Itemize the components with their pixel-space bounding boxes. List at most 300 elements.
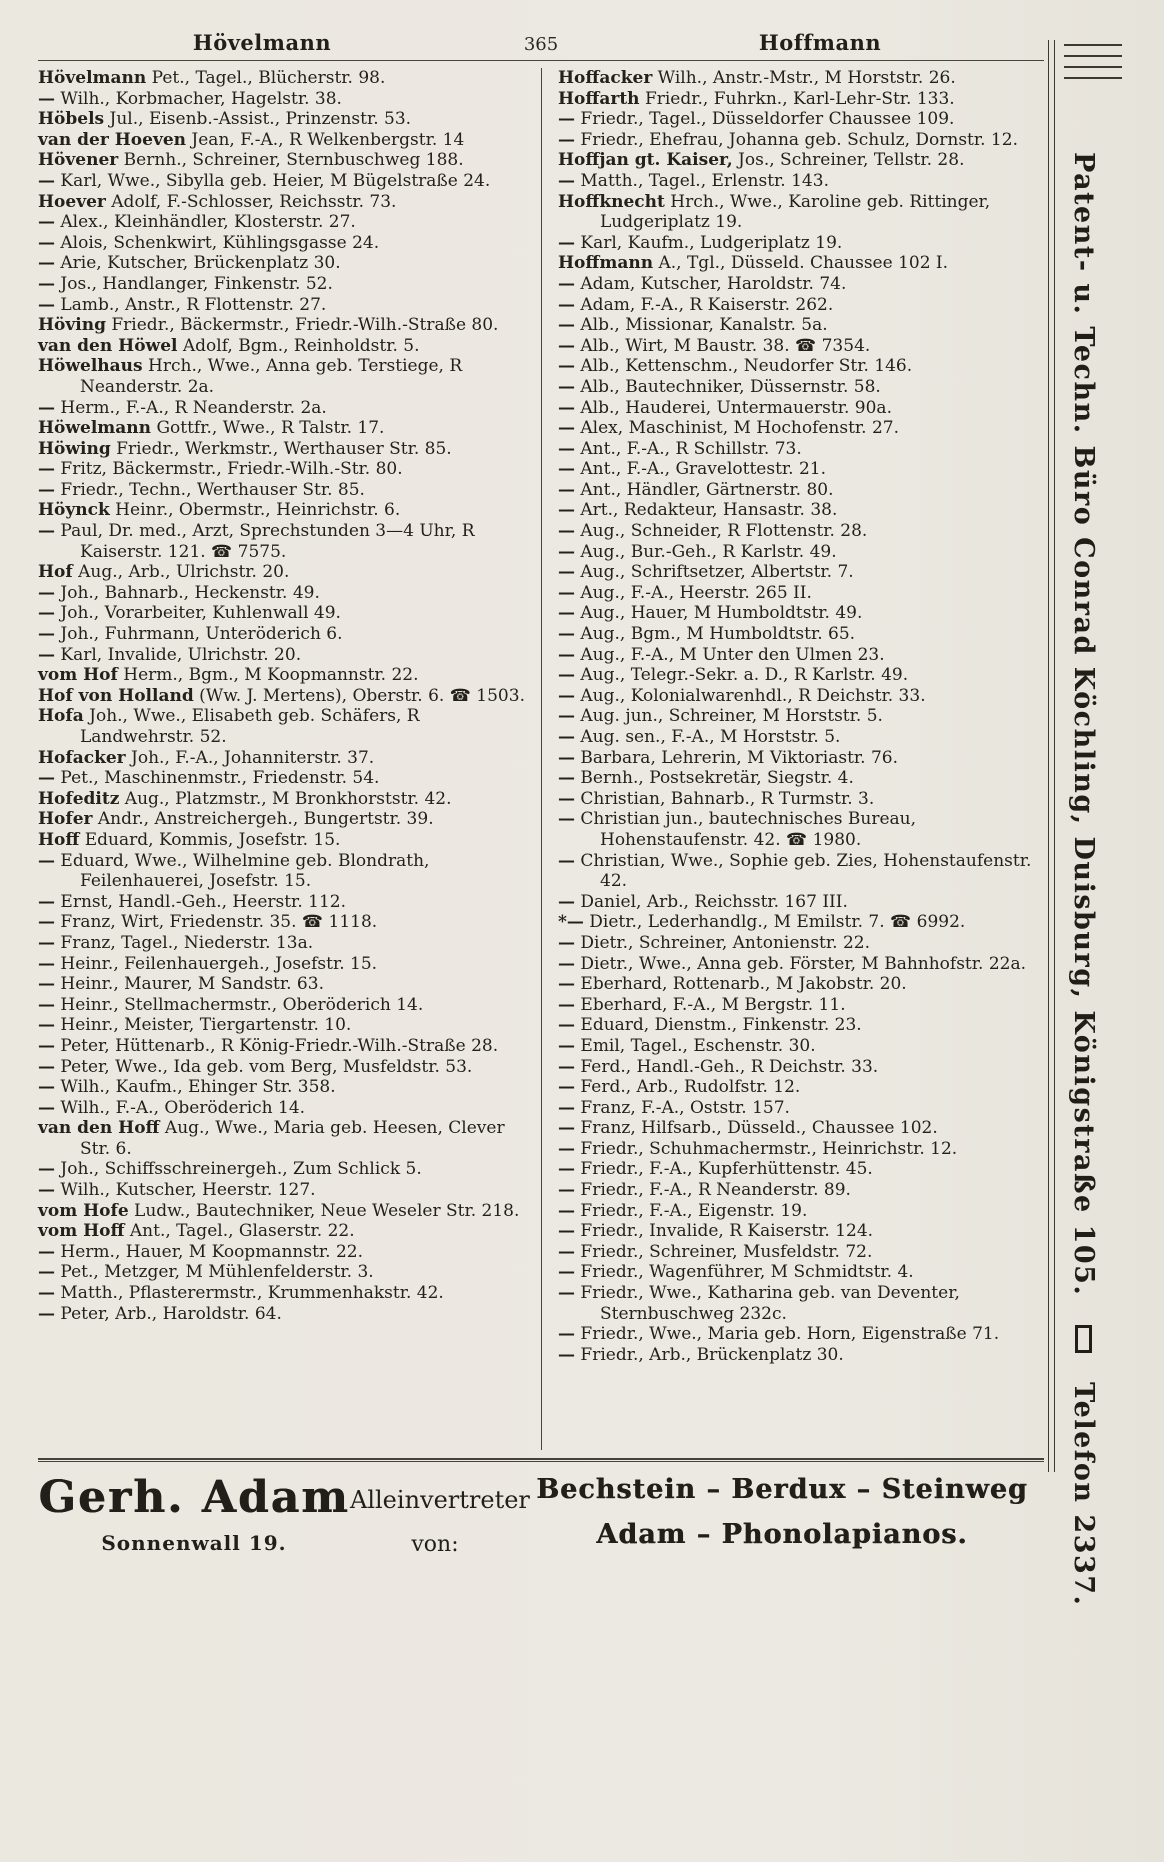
directory-entry bbox=[38, 150, 525, 171]
directory-entry bbox=[38, 130, 525, 151]
directory-entry bbox=[558, 377, 1044, 398]
guide-word-left: Hövelmann bbox=[192, 30, 332, 55]
entry-text: Alb., Hauderei, Untermauerstr. 90a. bbox=[575, 397, 892, 418]
entry-lead: — bbox=[558, 562, 575, 583]
directory-entry bbox=[558, 789, 1044, 810]
entry-text: Friedr., F.-A., Eigenstr. 19. bbox=[575, 1200, 808, 1221]
entry-lead: — bbox=[558, 335, 575, 356]
entry-lead: Hofa bbox=[38, 706, 84, 727]
entry-text: Wilh., Kaufm., Ehinger Str. 358. bbox=[55, 1077, 336, 1098]
entry-text: Friedr., Werkmstr., Werthauser Str. 85. bbox=[110, 438, 452, 459]
entry-lead: — bbox=[38, 891, 55, 912]
entry-lead: — bbox=[38, 644, 55, 665]
entry-lead: — bbox=[558, 500, 575, 521]
entry-text: Joh., Vorarbeiter, Kuhlenwall 49. bbox=[55, 603, 341, 624]
entry-lead: — bbox=[558, 376, 575, 397]
ad-middle-block bbox=[350, 1472, 530, 1557]
ad-brands-line2: Adam – Phonolapianos. bbox=[596, 1519, 968, 1550]
entry-text: Peter, Arb., Haroldstr. 64. bbox=[55, 1303, 282, 1324]
directory-entry bbox=[38, 68, 525, 89]
entry-lead: — bbox=[558, 932, 575, 953]
entry-text: Joh., F.-A., Johanniterstr. 37. bbox=[125, 747, 375, 768]
directory-entry bbox=[38, 1057, 525, 1078]
directory-entry bbox=[38, 109, 525, 130]
entry-text: Hrch., Wwe., Karoline geb. Rittinger, Ludgeriplatz 19. bbox=[600, 191, 991, 233]
sidebar-telephone-text: Telefon 2337. bbox=[1068, 1382, 1099, 1607]
entry-text: Christian jun., bautechnisches Bureau, Hohenstaufenstr. 42. ☎ 1980. bbox=[575, 809, 916, 850]
directory-entry bbox=[38, 459, 525, 480]
entry-lead: — bbox=[38, 1180, 55, 1201]
entry-text: Eberhard, Rottenarb., M Jakobstr. 20. bbox=[575, 974, 907, 995]
entry-lead: — bbox=[558, 603, 575, 624]
directory-entry bbox=[38, 706, 525, 747]
directory-entry bbox=[38, 1159, 525, 1180]
entry-lead: Hoffjan gt. Kaiser, bbox=[558, 150, 733, 171]
directory-entry bbox=[558, 274, 1044, 295]
bottom-rule bbox=[38, 1458, 1044, 1462]
directory-entry bbox=[558, 130, 1044, 151]
entry-lead: Höving bbox=[38, 315, 106, 336]
directory-entry bbox=[558, 89, 1044, 110]
entry-lead: — bbox=[38, 1262, 55, 1283]
entry-lead: — bbox=[558, 788, 575, 809]
entry-lead: — bbox=[558, 727, 575, 747]
ad-brands-block bbox=[520, 1472, 1044, 1550]
directory-entry bbox=[558, 315, 1044, 336]
directory-entry bbox=[558, 1262, 1044, 1283]
entry-lead: — bbox=[558, 685, 575, 706]
entry-lead: — bbox=[38, 294, 55, 315]
entry-text: Fritz, Bäckermstr., Friedr.-Wilh.-Str. 80. bbox=[55, 459, 403, 480]
entry-text: Pet., Maschinenmstr., Friedenstr. 54. bbox=[55, 768, 380, 789]
entry-lead: *— bbox=[558, 912, 584, 933]
entry-lead: — bbox=[558, 1159, 575, 1180]
entry-text: Friedr., Ehefrau, Johanna geb. Schulz, Dornstr. 12. bbox=[575, 129, 1018, 150]
entry-text: Franz, Wirt, Friedenstr. 35. ☎ 1118. bbox=[55, 912, 378, 933]
directory-entry bbox=[38, 830, 525, 851]
entry-lead: Hoff bbox=[38, 829, 80, 850]
directory-entry bbox=[38, 912, 525, 933]
directory-entry bbox=[558, 1221, 1044, 1242]
directory-entry bbox=[558, 912, 1044, 933]
entry-text: Daniel, Arb., Reichsstr. 167 III. bbox=[575, 891, 848, 912]
entry-text: Hrch., Wwe., Anna geb. Terstiege, R Neanderstr. 2a. bbox=[80, 356, 463, 397]
directory-entry bbox=[38, 892, 525, 913]
directory-entry bbox=[558, 562, 1044, 583]
page-content bbox=[38, 30, 1044, 1592]
sidebar-double-rule bbox=[1048, 40, 1055, 1472]
directory-entry bbox=[38, 1283, 525, 1304]
entry-lead: Hoffacker bbox=[558, 68, 653, 88]
directory-entry bbox=[558, 1324, 1044, 1345]
entry-lead: — bbox=[558, 541, 575, 562]
entry-lead: — bbox=[38, 850, 55, 871]
entry-lead: — bbox=[558, 1056, 575, 1077]
directory-entry bbox=[38, 809, 525, 830]
entry-text: Franz, Hilfsarb., Düsseld., Chaussee 102. bbox=[575, 1118, 938, 1139]
directory-entry bbox=[38, 480, 525, 501]
entry-text: Jos., Handlanger, Finkenstr. 52. bbox=[55, 273, 333, 294]
entry-lead: van den Höwel bbox=[38, 335, 178, 356]
directory-entry bbox=[558, 418, 1044, 439]
entry-lead: Höwing bbox=[38, 438, 111, 459]
entry-lead: — bbox=[38, 253, 55, 274]
entry-lead: — bbox=[38, 953, 55, 974]
entry-text: Alois, Schenkwirt, Kühlingsgasse 24. bbox=[55, 232, 380, 253]
directory-entry bbox=[558, 1139, 1044, 1160]
directory-entry bbox=[558, 171, 1044, 192]
entry-lead: — bbox=[558, 644, 575, 665]
entry-text: Heinr., Meister, Tiergartenstr. 10. bbox=[55, 1015, 352, 1036]
entry-lead: — bbox=[38, 232, 55, 253]
entry-text: Wilh., Kutscher, Heerstr. 127. bbox=[55, 1180, 316, 1201]
entry-text: Herm., Hauer, M Koopmannstr. 22. bbox=[55, 1241, 364, 1262]
entry-text: Alb., Bautechniker, Düssernstr. 58. bbox=[575, 376, 881, 397]
entry-text: Aug., Schriftsetzer, Albertstr. 7. bbox=[575, 562, 854, 583]
entry-lead: — bbox=[38, 994, 55, 1015]
entry-text: Ernst, Handl.-Geh., Heerstr. 112. bbox=[55, 891, 346, 912]
sidebar-vertical-text bbox=[1068, 152, 1099, 1607]
entry-lead: Hövener bbox=[38, 150, 119, 171]
entry-lead: — bbox=[558, 809, 575, 830]
entry-lead: — bbox=[558, 665, 575, 686]
entry-lead: Höwelmann bbox=[38, 418, 152, 439]
entry-text: Eduard, Wwe., Wilhelmine geb. Blondrath, Feilenhauerei, Josefstr. 15. bbox=[55, 850, 430, 892]
entry-lead: — bbox=[558, 1118, 575, 1139]
directory-entry bbox=[558, 1180, 1044, 1201]
directory-entry bbox=[38, 253, 525, 274]
directory-entry bbox=[558, 521, 1044, 542]
directory-entry bbox=[558, 1283, 1044, 1324]
directory-columns bbox=[38, 68, 1044, 1450]
entry-text: Dietr., Lederhandlg., M Emilstr. 7. ☎ 6992. bbox=[583, 912, 966, 933]
entry-lead: — bbox=[558, 624, 575, 645]
entry-text: Aug., Bgm., M Humboldtstr. 65. bbox=[575, 624, 856, 645]
entry-text: Friedr., Schuhmachermstr., Heinrichstr. 12. bbox=[575, 1138, 958, 1159]
directory-entry bbox=[38, 1304, 525, 1325]
directory-entry bbox=[558, 1201, 1044, 1222]
entry-lead: — bbox=[38, 212, 55, 233]
entry-text: Wilh., Korbmacher, Hagelstr. 38. bbox=[55, 88, 342, 109]
entry-text: Matth., Tagel., Erlenstr. 143. bbox=[575, 170, 829, 191]
entry-text: Paul, Dr. med., Arzt, Sprechstunden 3—4 Uhr, R Kaiserstr. 121. ☎ 7575. bbox=[55, 521, 475, 562]
directory-entry bbox=[558, 68, 1044, 89]
entry-text: Eduard, Dienstm., Finkenstr. 23. bbox=[575, 1015, 862, 1036]
entry-lead: — bbox=[558, 273, 575, 294]
entry-lead: — bbox=[38, 1056, 55, 1077]
entry-text: Friedr., Fuhrkn., Karl-Lehr-Str. 133. bbox=[639, 88, 955, 109]
directory-entry bbox=[38, 398, 525, 419]
directory-entry bbox=[38, 603, 525, 624]
directory-entry bbox=[38, 1242, 525, 1263]
entry-text: Arie, Kutscher, Brückenplatz 30. bbox=[55, 253, 341, 274]
directory-entry bbox=[38, 1098, 525, 1119]
entry-text: Aug., F.-A., Heerstr. 265 II. bbox=[575, 582, 812, 603]
directory-entry bbox=[558, 748, 1044, 769]
page-number: 365 bbox=[523, 34, 559, 55]
entry-lead: Hoever bbox=[38, 191, 106, 212]
entry-text: Friedr., Invalide, R Kaiserstr. 124. bbox=[575, 1221, 874, 1242]
entry-lead: — bbox=[558, 1221, 575, 1242]
entry-text: Matth., Pflasterermstr., Krummenhakstr. 42. bbox=[55, 1283, 444, 1304]
entry-text: Karl, Kaufm., Ludgeriplatz 19. bbox=[575, 232, 843, 253]
directory-entry bbox=[558, 1098, 1044, 1119]
directory-entry bbox=[558, 645, 1044, 666]
entry-lead: Hof von Holland bbox=[38, 685, 194, 706]
directory-entry bbox=[38, 89, 525, 110]
entry-text: Herm., F.-A., R Neanderstr. 2a. bbox=[55, 397, 327, 418]
entry-text: Dietr., Wwe., Anna geb. Förster, M Bahnhofstr. 22a. bbox=[575, 953, 1026, 974]
entry-lead: — bbox=[38, 1035, 55, 1056]
directory-entry bbox=[558, 892, 1044, 913]
entry-lead: Hofacker bbox=[38, 747, 126, 768]
entry-text: Alb., Kettenschm., Neudorfer Str. 146. bbox=[575, 356, 913, 377]
entry-text: Ant., Händler, Gärtnerstr. 80. bbox=[575, 479, 834, 500]
left-column bbox=[38, 68, 541, 1450]
entry-lead: — bbox=[558, 1262, 575, 1283]
sidebar-top-marks bbox=[1064, 44, 1122, 84]
directory-entry bbox=[38, 583, 525, 604]
entry-lead: — bbox=[558, 1241, 575, 1262]
ornament-square-icon bbox=[1075, 1325, 1092, 1353]
directory-entry bbox=[38, 1221, 525, 1242]
entry-text: Joh., Schiffsschreinergeh., Zum Schlick 5. bbox=[55, 1159, 422, 1180]
entry-text: Eberhard, F.-A., M Bergstr. 11. bbox=[575, 994, 846, 1015]
directory-entry bbox=[38, 356, 525, 397]
entry-text: Heinr., Obermstr., Heinrichstr. 6. bbox=[109, 500, 401, 521]
directory-entry bbox=[558, 851, 1044, 892]
entry-lead: — bbox=[558, 232, 575, 253]
header-rule bbox=[38, 60, 1044, 61]
entry-text: Friedr., F.-A., R Neanderstr. 89. bbox=[575, 1180, 851, 1201]
directory-entry bbox=[38, 1180, 525, 1201]
entry-text: Gottfr., Wwe., R Talstr. 17. bbox=[151, 418, 385, 439]
entry-lead: — bbox=[558, 768, 575, 789]
entry-text: Alb., Wirt, M Baustr. 38. ☎ 7354. bbox=[575, 335, 871, 356]
entry-lead: van der Hoeven bbox=[38, 129, 187, 150]
entry-text: Friedr., Techn., Werthauser Str. 85. bbox=[55, 479, 365, 500]
directory-entry bbox=[38, 439, 525, 460]
entry-lead: vom Hoff bbox=[38, 1221, 125, 1242]
entry-text: Friedr., Tagel., Düsseldorfer Chaussee 109. bbox=[575, 109, 955, 130]
entry-lead: — bbox=[558, 974, 575, 995]
directory-entry bbox=[38, 1118, 525, 1159]
directory-entry bbox=[38, 665, 525, 686]
entry-lead: — bbox=[38, 1097, 55, 1118]
entry-lead: Höynck bbox=[38, 500, 110, 521]
directory-entry bbox=[38, 212, 525, 233]
entry-text: Adolf, Bgm., Reinholdstr. 5. bbox=[177, 335, 420, 356]
entry-lead: — bbox=[38, 521, 55, 542]
directory-entry bbox=[38, 954, 525, 975]
entry-lead: — bbox=[558, 706, 575, 727]
directory-entry bbox=[38, 1015, 525, 1036]
entry-lead: — bbox=[558, 170, 575, 191]
entry-lead: — bbox=[38, 932, 55, 953]
directory-entry bbox=[558, 459, 1044, 480]
directory-entry bbox=[38, 500, 525, 521]
entry-text: Joh., Bahnarb., Heckenstr. 49. bbox=[55, 582, 320, 603]
entry-text: Aug., Wwe., Maria geb. Heesen, Clever Str. 6. bbox=[80, 1118, 505, 1159]
entry-lead: — bbox=[38, 1303, 55, 1324]
entry-text: Adam, Kutscher, Haroldstr. 74. bbox=[575, 273, 847, 294]
directory-entry bbox=[558, 974, 1044, 995]
directory-entry bbox=[38, 418, 525, 439]
directory-entry bbox=[38, 171, 525, 192]
entry-lead: — bbox=[558, 1344, 575, 1365]
entry-text: Wilh., F.-A., Oberöderich 14. bbox=[55, 1097, 306, 1118]
entry-lead: — bbox=[38, 88, 55, 109]
entry-lead: — bbox=[558, 315, 575, 336]
directory-entry bbox=[558, 583, 1044, 604]
entry-text: A., Tgl., Düsseld. Chaussee 102 I. bbox=[653, 253, 949, 274]
entry-lead: — bbox=[558, 953, 575, 974]
directory-entry bbox=[558, 192, 1044, 233]
entry-lead: — bbox=[38, 912, 55, 933]
entry-lead: — bbox=[558, 479, 575, 500]
entry-text: Friedr., Schreiner, Musfeldstr. 72. bbox=[575, 1241, 873, 1262]
ad-company-name: Gerh. Adam bbox=[38, 1472, 350, 1523]
entry-text: Alex, Maschinist, M Hochofenstr. 27. bbox=[575, 418, 900, 439]
entry-lead: — bbox=[38, 1283, 55, 1304]
entry-lead: Hof bbox=[38, 562, 73, 583]
directory-entry bbox=[38, 1077, 525, 1098]
entry-lead: — bbox=[38, 479, 55, 500]
directory-entry bbox=[38, 315, 525, 336]
entry-text: Ant., F.-A., Gravelottestr. 21. bbox=[575, 459, 827, 480]
entry-lead: — bbox=[558, 1180, 575, 1201]
entry-lead: — bbox=[38, 397, 55, 418]
advertisement bbox=[38, 1472, 1044, 1592]
entry-lead: Hövelmann bbox=[38, 68, 147, 88]
entry-text: Dietr., Schreiner, Antonienstr. 22. bbox=[575, 932, 870, 953]
entry-text: Peter, Wwe., Ida geb. vom Berg, Musfeldstr. 53. bbox=[55, 1056, 473, 1077]
entry-text: Aug., Arb., Ulrichstr. 20. bbox=[72, 562, 290, 583]
directory-entry bbox=[38, 521, 525, 562]
entry-lead: Hoffmann bbox=[558, 253, 654, 274]
directory-entry bbox=[558, 253, 1044, 274]
entry-text: Alex., Kleinhändler, Klosterstr. 27. bbox=[55, 212, 356, 233]
entry-lead: — bbox=[38, 624, 55, 645]
directory-entry bbox=[38, 1036, 525, 1057]
entry-text: Wilh., Anstr.-Mstr., M Horststr. 26. bbox=[652, 68, 956, 88]
entry-lead: — bbox=[558, 459, 575, 480]
directory-entry bbox=[558, 624, 1044, 645]
entry-text: Ludw., Bautechniker, Neue Weseler Str. 218. bbox=[128, 1200, 520, 1221]
directory-entry bbox=[558, 706, 1044, 727]
directory-entry bbox=[558, 1242, 1044, 1263]
entry-text: Jean, F.-A., R Welkenbergstr. 14 bbox=[186, 129, 465, 150]
directory-entry bbox=[558, 1345, 1044, 1366]
entry-text: Aug., Hauer, M Humboldtstr. 49. bbox=[575, 603, 863, 624]
directory-entry bbox=[558, 398, 1044, 419]
entry-lead: Hoffknecht bbox=[558, 191, 665, 212]
entry-text: Aug., Telegr.-Sekr. a. D., R Karlstr. 49. bbox=[575, 665, 909, 686]
directory-entry bbox=[558, 686, 1044, 707]
entry-text: Eduard, Kommis, Josefstr. 15. bbox=[79, 829, 341, 850]
directory-entry bbox=[38, 748, 525, 769]
entry-lead: — bbox=[558, 1200, 575, 1221]
directory-entry bbox=[558, 295, 1044, 316]
ad-role-line1: Alleinvertreter bbox=[350, 1486, 530, 1514]
entry-text: Aug., F.-A., M Unter den Ulmen 23. bbox=[575, 644, 885, 665]
directory-entry bbox=[558, 954, 1044, 975]
directory-entry bbox=[38, 933, 525, 954]
entry-lead: Hoffarth bbox=[558, 88, 640, 109]
entry-lead: — bbox=[558, 438, 575, 459]
entry-lead: — bbox=[38, 1241, 55, 1262]
entry-lead: Hofer bbox=[38, 809, 93, 830]
entry-lead: — bbox=[558, 1015, 575, 1036]
entry-text: Franz, Tagel., Niederstr. 13a. bbox=[55, 932, 314, 953]
entry-lead: — bbox=[38, 1015, 55, 1036]
right-column bbox=[541, 68, 1044, 1450]
entry-lead: — bbox=[558, 418, 575, 439]
entry-text: Aug., Schneider, R Flottenstr. 28. bbox=[575, 521, 868, 542]
entry-text: Franz, F.-A., Oststr. 157. bbox=[575, 1097, 790, 1118]
entry-text: Christian, Wwe., Sophie geb. Zies, Hohenstaufenstr. 42. bbox=[575, 850, 1032, 892]
entry-text: Jos., Schreiner, Tellstr. 28. bbox=[732, 150, 965, 171]
entry-text: Friedr., Bäckermstr., Friedr.-Wilh.-Straße 80. bbox=[105, 315, 499, 336]
entry-lead: — bbox=[558, 1324, 575, 1345]
entry-text: Christian, Bahnarb., R Turmstr. 3. bbox=[575, 788, 875, 809]
directory-entry bbox=[38, 295, 525, 316]
entry-lead: Höwelhaus bbox=[38, 356, 143, 377]
entry-lead: vom Hofe bbox=[38, 1200, 129, 1221]
entry-text: Aug., Kolonialwarenhdl., R Deichstr. 33. bbox=[575, 685, 926, 706]
directory-entry bbox=[558, 109, 1044, 130]
directory-entry bbox=[558, 500, 1044, 521]
directory-entry bbox=[38, 624, 525, 645]
entry-text: Karl, Invalide, Ulrichstr. 20. bbox=[55, 644, 302, 665]
entry-lead: — bbox=[558, 1097, 575, 1118]
entry-lead: — bbox=[558, 1077, 575, 1098]
entry-lead: — bbox=[38, 974, 55, 995]
entry-text: Ferd., Arb., Rudolfstr. 12. bbox=[575, 1077, 801, 1098]
directory-entry bbox=[558, 336, 1044, 357]
entry-lead: — bbox=[38, 1159, 55, 1180]
directory-entry bbox=[558, 356, 1044, 377]
directory-entry bbox=[38, 789, 525, 810]
entry-text: Emil, Tagel., Eschenstr. 30. bbox=[575, 1035, 816, 1056]
entry-lead: — bbox=[38, 170, 55, 191]
entry-text: Barbara, Lehrerin, M Viktoriastr. 76. bbox=[575, 747, 898, 768]
directory-entry bbox=[558, 1057, 1044, 1078]
directory-entry bbox=[38, 995, 525, 1016]
ad-role-line2: von: bbox=[411, 1532, 459, 1557]
entry-text: Aug., Platzmstr., M Bronkhorststr. 42. bbox=[119, 788, 452, 809]
entry-text: Joh., Fuhrmann, Unteröderich 6. bbox=[55, 624, 343, 645]
entry-text: Bernh., Postsekretär, Siegstr. 4. bbox=[575, 768, 854, 789]
directory-entry bbox=[558, 542, 1044, 563]
entry-text: Heinr., Stellmachermstr., Oberöderich 14. bbox=[55, 994, 424, 1015]
directory-entry bbox=[558, 603, 1044, 624]
entry-lead: — bbox=[558, 129, 575, 150]
guide-word-right: Hoffmann bbox=[758, 30, 882, 55]
entry-text: Ant., Tagel., Glaserstr. 22. bbox=[124, 1221, 355, 1242]
entry-lead: — bbox=[38, 1077, 55, 1098]
entry-lead: — bbox=[558, 994, 575, 1015]
entry-text: Heinr., Feilenhauergeh., Josefstr. 15. bbox=[55, 953, 378, 974]
ad-brands-line1: Bechstein – Berdux – Steinweg bbox=[536, 1474, 1028, 1505]
entry-lead: vom Hof bbox=[38, 665, 118, 686]
directory-entry bbox=[38, 336, 525, 357]
directory-entry bbox=[38, 233, 525, 254]
entry-lead: — bbox=[558, 850, 575, 871]
directory-entry bbox=[38, 562, 525, 583]
entry-text: Aug., Bur.-Geh., R Karlstr. 49. bbox=[575, 541, 837, 562]
entry-text: Alb., Missionar, Kanalstr. 5a. bbox=[575, 315, 828, 336]
